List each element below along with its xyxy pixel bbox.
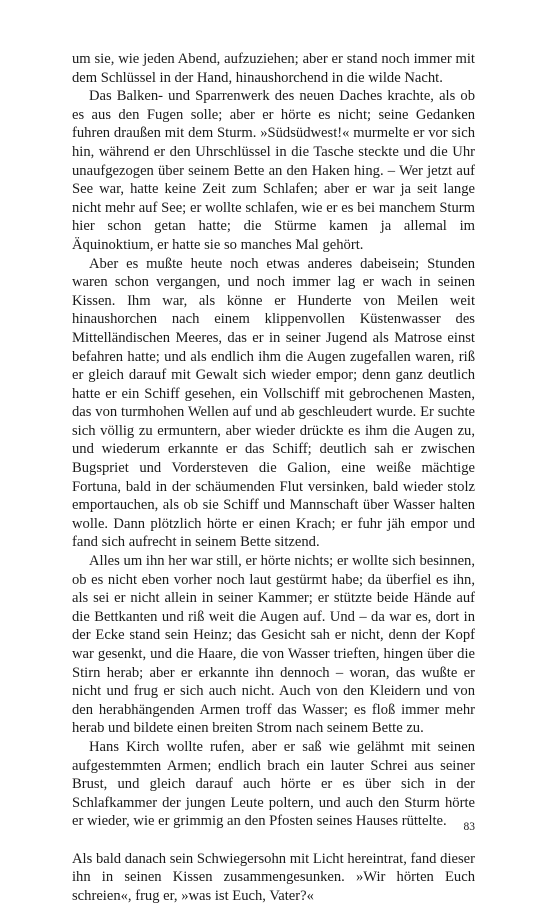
page-number: 83 <box>463 821 475 833</box>
body-text <box>72 50 475 905</box>
paragraph-4: Alles um ihn her war still, er hörte nichts; er wollte sich besinnen, ob es nicht eben vorher noch laut gestürmt habe; da überfiel es ihn, als sei er nicht allein in seiner Kammer; er stützte beide Hände auf die Bettkanten und riß weit die Augen auf. Und – da war es, dort in der Ecke stand sein Heinz; das Gesicht sah er nicht, denn der Kopf war gesenkt, und die Haare, die von Wasser trieften, hingen über die Stirn herab; aber er erkannte ihn dennoch – woran, das wußte er nicht und frug er sich auch nicht. Auch von den Kleidern und von den herabhängenden Armen troff das Wasser; es floß immer mehr herab und bildete einen breiten Strom nach seinem Bette zu. <box>72 553 475 737</box>
paragraph-6: Als bald danach sein Schwiegersohn mit Licht hereintrat, fand dieser ihn in seinen Kissen zusammengesunken. »Wir hörten Euch schreien«, frug er, »was ist Euch, Vater?« <box>72 850 475 904</box>
paragraph-5: Hans Kirch wollte rufen, aber er saß wie gelähmt mit seinen aufgestemmten Armen; endlich brach ein lauter Schrei aus seiner Brust, und gleich darauf auch hörte er es über sich in der Schlafkammer der jungen Leute poltern, und auch den Sturm hörte er wieder, wie er grimmig an den Pfosten seines Hauses rüttelte. <box>72 738 475 830</box>
paragraph-3: Aber es mußte heute noch etwas anderes dabeisein; Stunden waren schon vergangen, und noch immer lag er wach in seinen Kissen. Ihm war, als könne er Hunderte von Meilen weit hinaushorchen nach einem klippenvollen Küstenwasser des Mittelländischen Meeres, das er in seiner Jugend als Matrose einst befahren hatte; und als endlich ihm die Augen zugefallen waren, riß er gleich darauf mit Gewalt sich wieder empor; denn ganz deutlich hatte er ein Schiff gesehen, ein Vollschiff mit gebrochenen Masten, das von turmhohen Wellen auf und ab geschleudert wurde. Er suchte sich völlig zu ermuntern, aber wieder drückte es ihm die Augen zu, und wiederum erkannte er das Schiff; deutlich sah er zwischen Bugspriet und Vordersteven die Galion, eine weiße mächtige Fortuna, bald in der schäumenden Flut versinken, bald wieder stolz emportauchen, als ob sie Schiff und Mannschaft über Wasser halten wolle. Dann plötzlich hörte er einen Krach; er fuhr jäh empor und fand sich aufrecht in seinem Bette sitzend. <box>72 255 475 551</box>
paragraph-2: Das Balken- und Sparrenwerk des neuen Daches krachte, als ob es aus den Fugen solle; aber er hörte es nicht; seine Gedanken fuhren draußen mit dem Sturm. »Südsüdwest!« murmelte er vor sich hin, während er den Uhrschlüssel in die Tasche steckte und die Uhr unaufgezogen über seinem Bette an den Haken hing. – Wer jetzt auf See war, hatte keine Zeit zum Schlafen; aber er war ja seit lange nicht mehr auf See; er wollte schlafen, wie er es bei manchem Sturm hier schon getan hatte; die Stürme kamen ja allemal im Äquinoktium, er hatte sie so manches Mal gehört. <box>72 88 475 253</box>
paragraph-1: um sie, wie jeden Abend, aufzuziehen; aber er stand noch immer mit dem Schlüssel in der Hand, hinaushorchend in die wilde Nacht. <box>72 51 475 86</box>
